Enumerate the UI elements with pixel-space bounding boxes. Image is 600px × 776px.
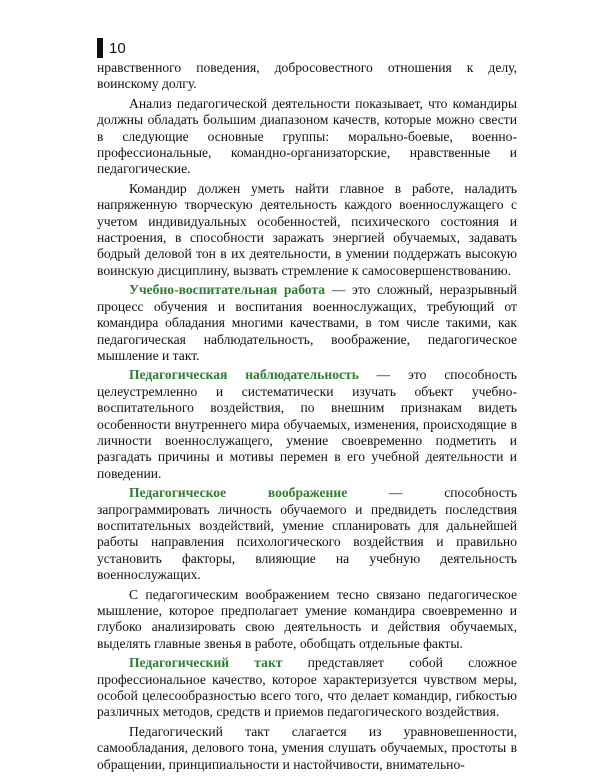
paragraph-2: Анализ педагогической деятельности показывает, что командиры должны обладать большим диапазоном качеств, которые можно свести в следующие основные группы: морально-боевые, военно-профессиональные, командно-организаторские, нравственные и педагогические. (97, 95, 517, 177)
paragraph-1: нравственного поведения, добросовестного отношения к делу, воинскому долгу. (97, 60, 517, 92)
term-observation: Педагогическая наблюдательность (129, 367, 359, 383)
paragraph-3: Командир должен уметь найти главное в работе, наладить напряженную творческую деятельность каждого военнослужащего с учетом индивидуальных особенностей, психического состояния и настроения, в способности заражать энергией обучаемых, задавать бодрый деловой тон в их деятельности, в умении поддержать высокую воинскую дисциплину, вызвать стремление к самосовершенствованию. (97, 180, 517, 278)
paragraph-5: Педагогическая наблюдательность — это способность целеустремленно и систематически изучать объект учебно-воспитательного воздействия, по внешним признакам видеть особенности внутреннего мира обучаемых, изменения, происходящие в личности военнослужащего, умение своевременно подметить и разгадать причины и мотивы перемен в его учебной деятельности и поведении. (97, 367, 517, 481)
paragraph-8: Педагогический такт представляет собой сложное профессиональное качество, которое характеризуется чувством меры, особой целесообразностью всего того, что делает командир, гибкостью различных методов, средств и приемов педагогического воздействия. (97, 655, 518, 720)
page-number: 10 (109, 39, 126, 57)
page-body (97, 60, 517, 776)
paragraph-9: Педагогический такт слагается из уравновешенности, самообладания, делового тона, умения слушать обучаемых, простоты в обращении, принципиальности и настойчивости, внимательно- (97, 723, 517, 772)
page-header (97, 37, 126, 59)
term-imagination: Педагогическое воображение (129, 485, 348, 501)
header-bar (97, 38, 103, 58)
term-tact: Педагогический такт (129, 655, 283, 671)
term-educational-work: Учебно-воспитательная работа (129, 282, 326, 298)
paragraph-6: Педагогическое воображение — способность запрограммировать личность обучаемого и предвидеть последствия воспитательных воздействий, умение спланировать для дальнейшей работы направления психологического воздействия и правильно установить факторы, влияющие на учебную деятельность военнослужащих. (97, 485, 517, 583)
paragraph-7: С педагогическим воображением тесно связано педагогическое мышление, которое предполагает умение командира своевременно и глубоко анализировать свою деятельность и действия обучаемых, выделять главные звенья в работе, обобщать отдельные факты. (97, 586, 517, 651)
paragraph-4: Учебно-воспитательная работа — это сложный, неразрывный процесс обучения и воспитания военнослужащих, требующий от командира обладания многими качествами, в том числе такими, как педагогическая наблюдательность, воображение, педагогическое мышление и такт. (97, 282, 517, 363)
